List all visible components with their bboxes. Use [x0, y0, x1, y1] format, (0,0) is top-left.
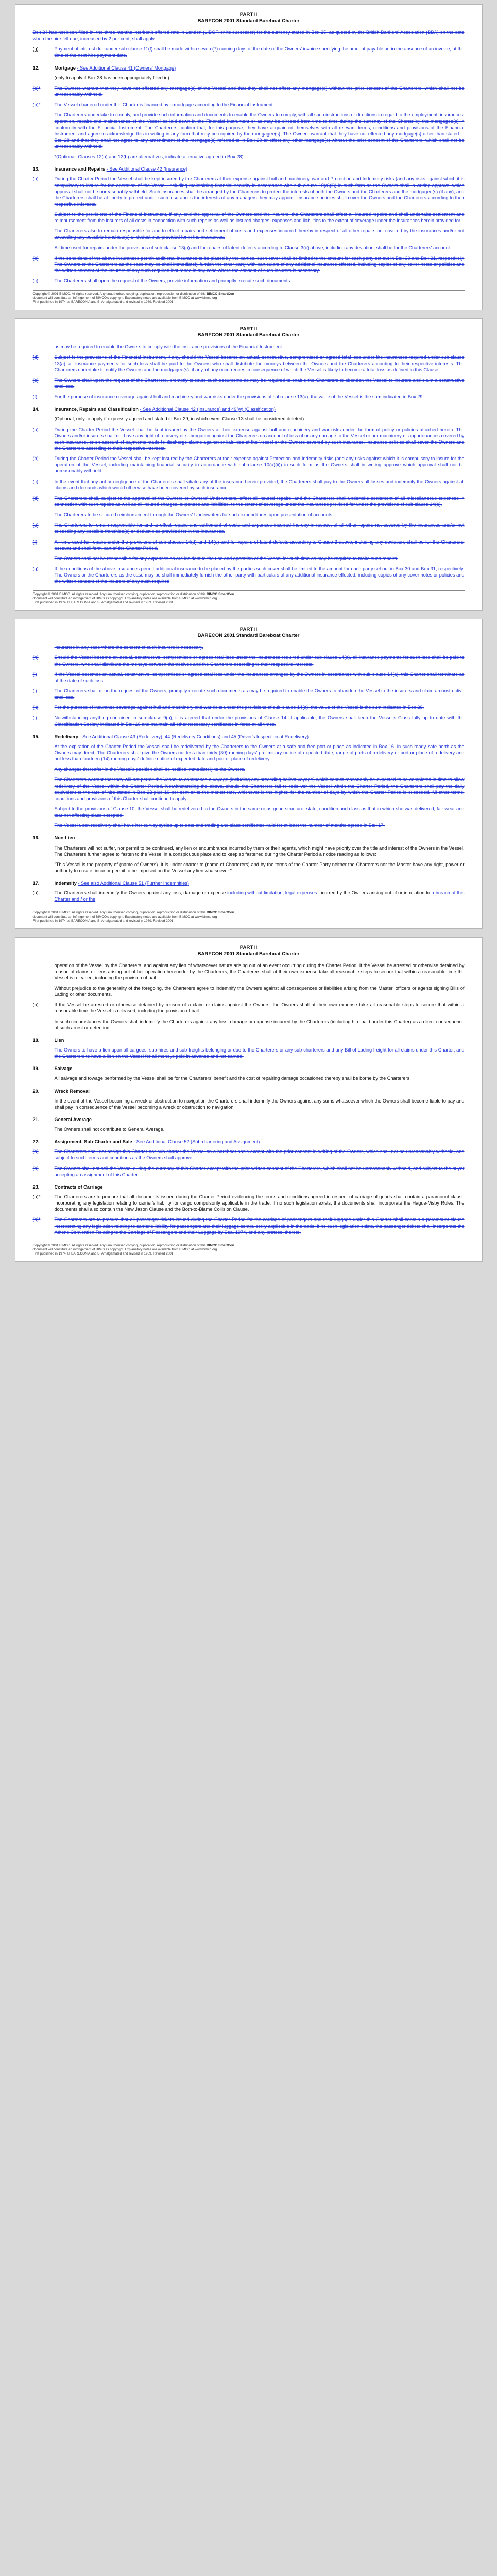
clause-number: 15. — [32, 734, 40, 739]
clause-title: Insurance and Repairs — [54, 166, 106, 172]
subclause-14l — [33, 715, 465, 727]
subclause-text-part: The Charterers shall indemnify the Owners against any loss, damage or expense — [54, 890, 228, 896]
page-footer — [33, 290, 465, 304]
clause-paragraph: Without prejudice to the generality of the foregoing, the Charterers agree to indemnify the Owners against all consequences or liabilities arising from the Master, officers or agents signing Bills of Lading or other documents. — [54, 985, 465, 997]
subclause-number: (j) — [32, 688, 37, 694]
clause-cross-reference: - See Additional Clause 41 (Owners' Mortgage) — [77, 65, 176, 71]
subclause-number: (b) — [32, 456, 39, 462]
clause-title: Salvage — [54, 1066, 73, 1072]
document-page-1 — [15, 4, 483, 310]
subclause-text: For the purpose of insurance coverage against hull and machinery and war risks under the provisions of sub-clause 14(a), the value of the Vessel is the sum indicated in Box 29. — [54, 705, 424, 710]
clause-number: 22. — [32, 1139, 40, 1145]
subclause-13c — [33, 278, 465, 284]
subclause-number: (a) — [32, 176, 39, 182]
copyright-text-2: document will constitute an infringement of BIMCO's copyright. Explanatory notes are available from BIMCO at www.bimco.org — [32, 1247, 217, 1251]
subclause-number: (k) — [32, 705, 39, 710]
clause-paragraph: In such circumstances the Owners shall indemnify the Charterers against any loss, damage or expense incurred by the Charterers (including hire paid under this Charter) as a direct consequence of such arrest or detention. — [54, 1019, 465, 1030]
clause-20-heading — [33, 1088, 465, 1094]
clause-15-heading — [33, 734, 465, 740]
subclause-14d — [33, 495, 465, 507]
clause-paragraph: The Owners shall not contribute to General Average. — [54, 1127, 165, 1132]
clause-17-heading — [33, 880, 465, 886]
subclause-text: The Charterers shall, subject to the approval of the Owners or Owners' Underwriters, effect all insured repairs, and the Charterers shall undertake settlement of all miscellaneous expenses in connection with such repairs as well as all insured charges, expenses and liabilities, to the extent of coverage under the insurances provided for under the provisions of sub-clause 14(a). — [54, 495, 465, 507]
subclause-13b — [33, 255, 465, 274]
page-footer — [33, 1242, 465, 1256]
subclause-number: (b) — [32, 255, 39, 261]
subclause-text: The Charterers to remain responsible for and to effect repairs and settlement of costs and expenses incurred thereby in respect of all other repairs not covered by the insurances and/or not exceeding any possible franchise(s) or deductibles provided for in the insurances. — [54, 522, 465, 534]
subclause-12a — [33, 85, 465, 97]
subclause-number: (i) — [32, 671, 37, 677]
subclause-number: (b) — [32, 1165, 39, 1171]
clause-18-heading — [33, 1037, 465, 1043]
subclause-text: The Charterers are to procure that all passenger tickets issued during the Charter Period for the carriage of passengers and their luggage under this Charter shall contain a paramount clause incorporating any legislation relating to carrier's liability for passengers and their luggage compulsorily applicable in the trade; if no such legislation exists, the passenger tickets shall incorporate the Athens Convention Relating to the Carriage of Passengers and their Luggage by Sea, 1974, and any protocol thereto. — [54, 1217, 465, 1235]
subclause-text: If the Vessel becomes an actual, constructive, compromised or agreed total loss under the insurances arranged by the Owners in accordance with sub-clause 14(a), this Charter shall terminate as of the date of such loss. — [54, 671, 465, 683]
page-header — [33, 326, 465, 338]
clause-number: 20. — [32, 1088, 40, 1094]
inserted-text: including without limitation, legal expenses — [227, 890, 317, 896]
copyright-text: Copyright © 2001 BIMCO. All rights reserved. Any unauthorised copying, duplication, reproduction or distribution of this — [32, 910, 207, 914]
subclause-number: (h) — [32, 655, 39, 660]
subclause-13f — [33, 394, 465, 400]
clause-note: (Optional, only to apply if expressly agreed and stated in Box 29, in which event Clause 13 shall be considered deleted). — [54, 416, 305, 422]
subclause-number: (c) — [32, 479, 39, 484]
subclause-text: All time used for repairs under the provisions of sub-clauses 14(d) and 14(e) and for repairs of latent defects according to Clause 3 above, including any deviation, shall be for the Charterers' account and shall form part of the Charter Period. — [54, 539, 465, 551]
copyright-text-2: document will constitute an infringement of BIMCO's copyright. Explanatory notes are available from BIMCO at www.bimco.org — [32, 597, 217, 601]
clause-19-heading — [33, 1065, 465, 1072]
subclause-text: If the conditions of the above insurances permit additional insurance to be placed by the parties, such cover shall be limited to the amount for each party set out in Box 30 and Box 31, respectively. The Owners or the Charterers as the case may be shall immediately furnish the other party with particulars of any additional insurance effected, including copies of any cover notes or policies and the written consent of the insurers of any such required insurance in any case where the consent of such insurers is necessary. — [54, 255, 465, 274]
part-label: PART II — [239, 626, 258, 633]
subclause-number: (a)* — [32, 85, 41, 91]
subclause-text: Payment of interest due under sub-clause 11(f) shall be made within seven (7) running days of the date of the Owners' invoice specifying the amount payable or, in the absence of an invoice, at the time of the next hire payment date. — [54, 46, 465, 58]
subclause-17a — [33, 890, 465, 902]
subclause-text-part: incurred by the Owners arising out of or in relation to — [317, 890, 432, 896]
subclause-text — [55, 890, 465, 902]
subclause-number: (b)* — [32, 1217, 41, 1223]
subclause-text: The Owners shall not sell the Vessel during the currency of this Charter except with the prior written consent of the Charterers, which shall not be unreasonably withheld, and subject to the buyer accepting an assignment of this Charter. — [54, 1165, 465, 1177]
subclause-14g — [33, 566, 465, 584]
subclause-number: (g) — [32, 566, 39, 571]
clause-title: Contracts of Carriage — [54, 1184, 103, 1190]
deleted-paragraph: The Charterers also to remain responsible for and to effect repairs and settlement of costs and expenses incurred thereby in respect of all other repairs not covered by the insurances and/or not exceeding any possible franchise(s) or deductibles provided for in the insurances. — [54, 228, 465, 240]
deleted-paragraph: The Charterers undertake to comply, and provide such information and documents to enable the Owners to comply, with all such instructions or directions in regard to the employment, insurances, operation, repairs and maintenance of the Vessel as laid down in the Financial Instrument or as may be directed from time to time during the currency of the Charter by the mortgagee(s) in conformity with the Financial Instrument. The Charterers confirm that, for this purpose, they have acquainted themselves with all relevant terms, conditions and provisions of the Financial Instrument and agree to acknowledge this in writing in any form that may be required by the mortgagee(s). The Owners warrant that they have not effected any mortgage(s) other than stated in Box 28 and that they shall not agree to any amendment of the mortgage(s) referred to in Box 28 or effect any other mortgage(s) without the prior consent of the Charterers, which shall not be unreasonably withheld. — [54, 112, 465, 149]
clause-number: 23. — [32, 1184, 40, 1190]
clause-note: (only to apply if Box 28 has been appropriately filled in) — [54, 75, 169, 80]
subclause-number: (e) — [32, 522, 39, 528]
subclause-text: The Charterers are to procure that all documents issued during the Charter Period evidencing the terms and conditions agreed in respect of carriage of goods shall contain a paramount clause incorporating any legislation relating to carrier's liability for cargo compulsorily applicable in the trade; if no such legislation exists, the documents shall incorporate the Hague-Visby Rules. The documents shall also contain the New Jason Clause and the Both-to-Blame Collision Clause. — [54, 1194, 465, 1212]
clause-cross-reference: - See Additional Clause 42 (Insurance) — [106, 166, 187, 172]
clause-title: Mortgage — [54, 65, 76, 71]
clause-cross-reference: - See also Additional Clause 51 (Further Indemnities) — [78, 880, 189, 886]
clause-23-heading — [33, 1184, 465, 1190]
deleted-paragraph: Any changes thereafter in the Vessel's position shall be notified immediately to the Owners. — [54, 767, 245, 772]
clause-number: 14. — [32, 406, 40, 412]
subclause-number: (d) — [32, 495, 39, 501]
subclause-text: For the purpose of insurance coverage against hull and machinery and war risks under the provisions of sub-clause 13(a), the value of the Vessel is the sum indicated in Box 29. — [54, 394, 424, 400]
deleted-paragraph: insurance in any case where the consent of such insurers is necessary. — [54, 645, 203, 650]
clause-number: 12. — [32, 65, 40, 71]
clause-title: Redelivery — [54, 734, 78, 739]
deleted-paragraph: All time used for repairs under the provisions of sub-clause 13(a) and for repairs of latent defects according to Clause 3(c) above, including any deviation, shall be for the Charterers' account. — [54, 245, 451, 250]
subclause-14k — [33, 704, 465, 710]
charter-title: BARECON 2001 Standard Bareboat Charter — [197, 951, 300, 957]
copyright-text: Copyright © 2001 BIMCO. All rights reserved. Any unauthorised copying, duplication, reproduction or distribution of this — [32, 1243, 207, 1247]
brand-name: BIMCO SmartCon — [207, 292, 234, 296]
deleted-paragraph: *(Optional, Clauses 12(a) and 12(b) are alternatives; indicate alternative agreed in Box 28). — [54, 154, 245, 160]
brand-name: BIMCO SmartCon — [207, 910, 234, 914]
subclause-number: (b) — [32, 1002, 39, 1008]
subclause-number: (b)* — [32, 102, 41, 108]
charter-title: BARECON 2001 Standard Bareboat Charter — [197, 332, 300, 338]
subclause-number: (a) — [32, 890, 39, 896]
inserted-text: a breach of this Charter and / or the — [54, 890, 465, 902]
page-header — [33, 12, 465, 24]
subclause-text: If the Vessel be arrested or otherwise detained by reason of a claim or claims against the Owners, the Owners shall at their own expense take all reasonable steps to secure that within a reasonable time the Vessel is released, including the provision of bail. — [54, 1002, 465, 1014]
clause-cross-reference: - See Additional Clause 52 (Sub-chartering and Assignment) — [133, 1139, 260, 1145]
deleted-paragraph: The Owners shall not be responsible for any expenses as are incident to the use and operation of the Vessel for such time as may be required to make such repairs. — [54, 555, 398, 561]
clause-number: 21. — [32, 1116, 40, 1122]
subclause-13a — [33, 176, 465, 207]
clause-paragraph: All salvage and towage performed by the Vessel shall be for the Charterers' benefit and the cost of repairing damage occasioned thereby shall be borne by the Charterers. — [54, 1076, 411, 1081]
deleted-paragraph: as may be required to enable the Owners to comply with the insurance provisions of the Financial Instrument. — [54, 344, 283, 350]
copyright-text: Copyright © 2001 BIMCO. All rights reserved. Any unauthorised copying, duplication, reproduction or distribution of this — [32, 592, 207, 597]
subclause-17b — [33, 1002, 465, 1014]
clause-paragraph: The Charterers will not suffer, nor permit to be continued, any lien or encumbrance incurred by them or their agents, which might have priority over the title and interest of the Owners in the Vessel. The Charterers further agree to fasten to the Vessel in a conspicuous place and to keep so fastened during the Charter Period a notice reading as follows: — [54, 845, 465, 857]
deleted-paragraph: Subject to the provisions of Clause 10, the Vessel shall be redelivered to the Owners in the same or as good structure, state, condition and class as that in which she was delivered, fair wear and tear not affecting class excepted. — [54, 806, 465, 818]
publication-note: First published in 1974 as BARECON A and B. Amalgamated and revised in 1989. Revised 2001. — [32, 300, 175, 304]
page-header — [33, 626, 465, 639]
deleted-paragraph: At the expiration of the Charter Period the Vessel shall be redelivered by the Charterers to the Owners at a safe and free port or place as indicated in Box 16, in such ready safe berth as the Owners may direct. The Charterers shall give the Owners not less than thirty (30) running days' preliminary notice of expected date, range of ports of redelivery or port or place of redelivery and not less than fourteen (14) running days' definite notice of expected date and port or place of redelivery. — [54, 743, 465, 762]
part-label: PART II — [239, 12, 258, 18]
publication-note: First published in 1974 as BARECON A and B. Amalgamated and revised in 1989. Revised 2001. — [32, 1251, 175, 1256]
brand-name: BIMCO SmartCon — [207, 1243, 234, 1247]
publication-note: First published in 1974 as BARECON A and B. Amalgamated and revised in 1989. Revised 2001. — [32, 601, 175, 605]
clause-number: 19. — [32, 1066, 40, 1072]
charter-title: BARECON 2001 Standard Bareboat Charter — [197, 18, 300, 24]
subclause-number: (f) — [32, 394, 38, 400]
subclause-23b — [33, 1216, 465, 1235]
subclause-text: Subject to the provisions of the Financial Instrument, if any, should the Vessel become an actual, constructive, compromised or agreed total loss under the insurances required under sub-clause 13(a), all insurance payments for such loss shall be paid to the Owners who shall distribute the moneys between the Owners and the Charterers according to their respective interests. The Charterers undertake to notify the Owners and the mortgagee(s), if any, of any occurrences in consequence of which the Vessel is likely to become a total loss as defined in this Clause. — [54, 354, 465, 372]
publication-note: First published in 1974 as BARECON A and B. Amalgamated and revised in 1989. Revised 2001. — [32, 919, 175, 923]
subclause-number: (c) — [32, 278, 39, 284]
page-footer — [33, 909, 465, 923]
clause-title: Wreck Removal — [54, 1088, 90, 1094]
part-label: PART II — [239, 944, 258, 951]
clause-title: Non-Lien — [54, 835, 75, 841]
subclause-text: During the Charter Period the Vessel shall be kept insured by the Charterers at their expense against hull and machinery, war and Protection and Indemnity risks (and any risks against which it is compulsory to insure for the operation of the Vessel, including maintaining financial security in accordance with sub-clause 10(a)(ii)) in such form as the Owners shall in writing approve, which approval shall not be unreasonably withheld. Such insurances shall be arranged by the Charterers to protect the interests of both the Owners and the Charterers and the mortgagee(s) (if any), and the Charterers shall be at liberty to protect under such insurances the interests of any managers they may appoint. Insurance policies shall cover the Owners and the Charterers according to their respective interests. — [54, 176, 465, 207]
subclause-12b — [33, 101, 465, 108]
subclause-text: The Charterers shall upon the request of the Owners, promptly execute such documents as may be required to enable the Owners to abandon the Vessel to the insurers and claim a constructive total loss. — [54, 688, 465, 700]
page-header — [33, 945, 465, 957]
clause-title: Insurance, Repairs and Classification — [54, 406, 139, 412]
subclause-text: Notwithstanding anything contained in sub-clause 9(a), it is agreed that under the provisions of Clause 14, if applicable, the Owners shall keep the Vessel's Class fully up to date with the Classification Society indicated in Box 10 and maintain all other necessary certificates in force at all times. — [54, 715, 465, 727]
subclause-14j — [33, 688, 465, 700]
clause-cross-reference: - See Additional Clause 42 (Insurance) and 49(w) (Classification) — [140, 406, 276, 412]
clause-number: 13. — [32, 166, 40, 172]
clause-title: General Average — [54, 1116, 92, 1122]
subclause-text: The Charterers shall not assign this Charter nor sub-charter the Vessel on a bareboat basis except with the prior consent in writing of the Owners, which shall not be unreasonably withheld, and subject to such terms and conditions as the Owners shall approve. — [54, 1149, 465, 1161]
clause-paragraph: "This Vessel is the property of (name of Owners). It is under charter to (name of Charterers) and by the terms of the Charter Party neither the Charterers nor the Master have any right, power or authority to create, incur or permit to be imposed on the Vessel any lien whatsoever." — [54, 861, 465, 873]
deleted-paragraph: The Charterers to be secured reimbursement through the Owners' Underwriters for such expenditures upon presentation of accounts. — [54, 512, 334, 518]
deleted-paragraph: The Charterers warrant that they will not permit the Vessel to commence a voyage (including any preceding ballast voyage) which cannot reasonably be expected to be completed in time to allow redelivery of the Vessel within the Charter Period. Notwithstanding the above, should the Charterers fail to redeliver the Vessel within the Charter Period, the Charterers shall pay the daily equivalent to the rate of hire stated in Box 22 plus 10 per cent or to the market rate, whichever is the higher, for the number of days by which the Charter Period is exceeded. All other terms, conditions and provisions of this Charter shall continue to apply. — [54, 777, 465, 801]
clause-22-heading — [33, 1139, 465, 1145]
clause-12-heading — [33, 65, 465, 71]
charter-title: BARECON 2001 Standard Bareboat Charter — [197, 633, 300, 639]
subclause-11g — [33, 46, 465, 58]
document-page-2 — [15, 318, 483, 611]
clause-number: 18. — [32, 1037, 40, 1043]
copyright-text: Copyright © 2001 BIMCO. All rights reserved. Any unauthorised copying, duplication, reproduction or distribution of this — [32, 292, 207, 296]
subclause-text: In the event that any act or negligence of the Charterers shall vitiate any of the insurance herein provided, the Charterers shall pay to the Owners all losses and indemnify the Owners against all claims and demands which would otherwise have been covered by such insurance. — [54, 479, 465, 490]
subclause-text: During the Charter Period the Vessel shall be kept insured by the Charterers at their expense against Protection and Indemnity risks (and any risks against which it is compulsory to insure for the operation of the Vessel, including maintaining financial security in accordance with sub-clause 10(a)(ii)) in such form as the Owners shall in writing approve which approval shall not be unreasonably withheld. — [54, 456, 465, 474]
copyright-text-2: document will constitute an infringement of BIMCO's copyright. Explanatory notes are available from BIMCO at www.bimco.org — [32, 914, 217, 919]
subclause-14b — [33, 455, 465, 474]
clause-cross-reference: - See Additional Clause 43 (Redelivery), 44 (Redelivery Conditions) and 45 (Driver's Inspection at Redelivery) — [79, 734, 309, 739]
clause-number: 16. — [32, 835, 40, 841]
subclause-number: (a)* — [32, 1194, 41, 1200]
subclause-22a — [33, 1148, 465, 1161]
brand-name: BIMCO SmartCon — [207, 592, 234, 597]
clause-title: Indemnity — [54, 880, 77, 886]
subclause-text: If the conditions of the above insurances permit additional insurance to be placed by the parties such cover shall be limited to the amount for each party set out in Box 30 and Box 31, respectively. The Owners or the Charterers as the case may be shall immediately furnish the other party with particulars of any additional insurance effected, including copies of any cover notes or policies and the written consent of the insurers of any such required — [54, 566, 465, 584]
subclause-number: (g) — [32, 46, 39, 52]
subclause-14c — [33, 479, 465, 491]
deleted-paragraph: Subject to the provisions of the Financial Instrument, if any, and the approval of the Owners and the insurers, the Charterers shall effect all insured repairs and shall undertake settlement and reimbursement from the insurers of all costs in connection with such repairs as well as insured charges, expenses and liabilities to the extent of coverage under the insurances herein provided for. — [54, 212, 465, 224]
document-page-3 — [15, 619, 483, 928]
subclause-number: (e) — [32, 377, 39, 383]
subclause-text: The Charterers shall upon the request of the Owners, provide information and promptly execute such documents — [54, 278, 290, 284]
subclause-number: (f) — [32, 539, 38, 545]
subclause-14a — [33, 427, 465, 452]
deleted-paragraph: The Vessel upon redelivery shall have her survey cycles up to date and trading and class certificates valid for at least the number of months agreed in Box 17. — [54, 823, 385, 828]
subclause-14h — [33, 654, 465, 667]
document-page-4 — [15, 937, 483, 1262]
subclause-14e — [33, 522, 465, 534]
subclause-text: The Owners warrant that they have not effected any mortgage(s) of the Vessel and that they shall not effect any mortgage(s) without the prior consent of the Charterers, which shall not be unreasonably withheld. — [54, 85, 465, 97]
subclause-14f — [33, 539, 465, 551]
subclause-text: During the Charter Period the Vessel shall be kept insured by the Owners at their expense against hull and machinery and war risks under the form of policy or policies attached hereto. The Owners and/or insurers shall not have any right of recovery or subrogation against the Charterers on account of loss of or any damage to the Vessel or her machinery or appurtenances covered by such insurance, or on account of payments made to discharge claims against or liabilities of the Vessel or the Owners covered by such insurance. Insurance policies shall cover the Owners and the Charterers according to their respective interests. — [54, 427, 465, 451]
subclause-number: (d) — [32, 354, 39, 360]
subclause-number: (a) — [32, 1149, 39, 1155]
clause-21-heading — [33, 1116, 465, 1123]
clause-title: Lien — [54, 1037, 64, 1043]
subclause-13d — [33, 354, 465, 372]
page-footer — [33, 590, 465, 605]
clause-title: Assignment, Sub-Charter and Sale — [54, 1139, 132, 1145]
copyright-text-2: document will constitute an infringement of BIMCO's copyright. Explanatory notes are available from BIMCO at www.bimco.org — [32, 296, 217, 300]
clause-paragraph: In the event of the Vessel becoming a wreck or obstruction to navigation the Charterers shall indemnify the Owners against any sums whatsoever which the Owners shall become liable to pay and shall pay in consequence of the Vessel becoming a wreck or obstruction to navigation. — [54, 1098, 465, 1110]
subclause-23a — [33, 1194, 465, 1212]
subclause-14i — [33, 671, 465, 684]
subclause-number: (l) — [32, 715, 37, 721]
subclause-22b — [33, 1165, 465, 1178]
clause-16-heading — [33, 835, 465, 841]
clause-14-heading — [33, 406, 465, 412]
deleted-paragraph: Box 24 has not been filled in, the three months interbank offered rate in London (LIBOR or its successor) for the currency stated in Box 25, as quoted by the British Bankers' Association (BBA) on the date when the hire fell due, increased by 2 per cent, shall apply. — [32, 29, 465, 42]
subclause-text: Should the Vessel become an actual, constructive, compromised or agreed total loss under the insurances required under sub-clause 14(a), all insurance payments for such loss shall be paid to the Owners, who shall distribute the moneys between themselves and the Charterers according to their respective interests. — [54, 655, 465, 667]
subclause-text: The Vessel chartered under this Charter is financed by a mortgage according to the Financial Instrument. — [54, 102, 274, 108]
subclause-13e — [33, 377, 465, 389]
deleted-paragraph: The Owners to have a lien upon all cargoes, sub-hires and sub-freights belonging or due to the Charterers or any sub-charterers and any Bill of Lading freight for all claims under this Charter, and the Charterers to have a lien on the Vessel for all moneys paid in advance and not earned. — [54, 1047, 465, 1059]
subclause-number: (a) — [32, 427, 39, 432]
clause-paragraph: operation of the Vessel by the Charterers, and against any lien of whatsoever nature arising out of an event occurring during the Charter Period. If the Vessel be arrested or otherwise detained by reason of claims or liens arising out of her operation hereunder by the Charterers, the Charterers shall at their own expense take all reasonable steps to secure that within a reasonable time the Vessel is released, including the provision of bail. — [54, 962, 465, 980]
clause-number: 17. — [32, 880, 40, 886]
subclause-text: The Owners shall upon the request of the Charterers, promptly execute such documents as may be required to enable the Charterers to abandon the Vessel to insurers and claim a constructive total loss. — [54, 377, 465, 389]
clause-13-heading — [33, 166, 465, 172]
part-label: PART II — [239, 326, 258, 332]
